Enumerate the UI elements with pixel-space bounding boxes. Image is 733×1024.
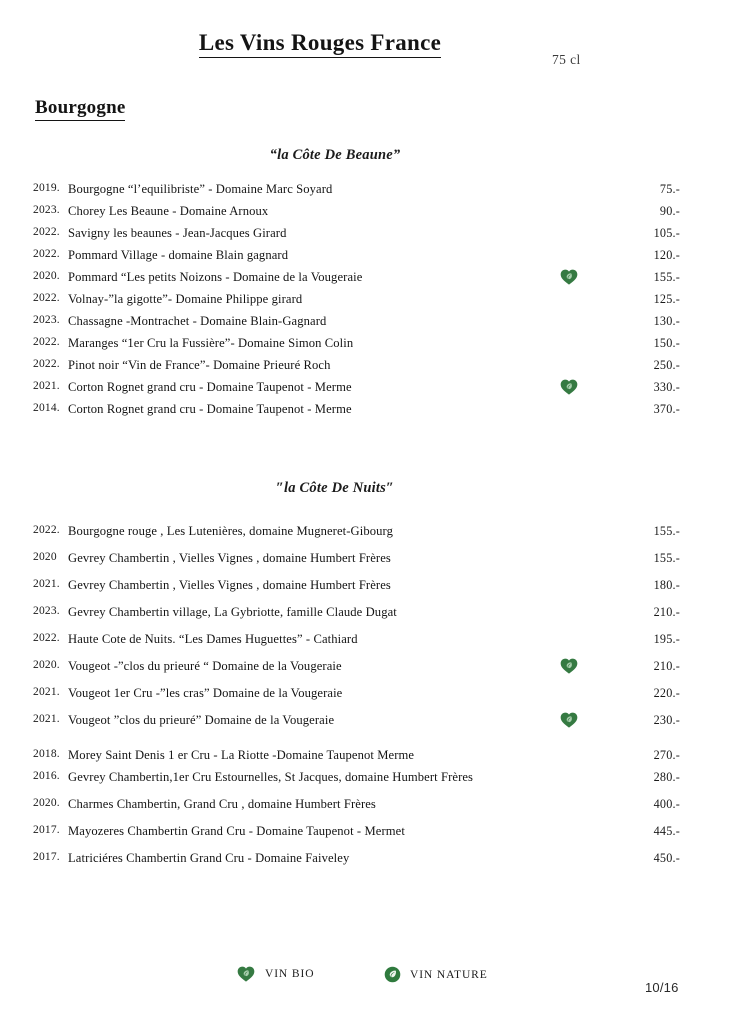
wine-row [0, 659, 733, 686]
wine-row [0, 314, 733, 336]
wine-price: 155.- [653, 270, 680, 284]
wine-vintage: 2021. [33, 380, 60, 392]
wine-name: Corton Rognet grand cru - Domaine Taupenot - Merme [68, 380, 352, 394]
wine-price: 105.- [653, 226, 680, 240]
wine-price: 230.- [653, 713, 680, 727]
heart-icon [559, 377, 579, 397]
wine-price: 155.- [653, 551, 680, 565]
wine-price: 130.- [653, 314, 680, 328]
wine-name: Gevrey Chambertin village, La Gybriotte, famille Claude Dugat [68, 605, 397, 619]
wine-vintage: 2022. [33, 632, 60, 644]
wine-price: 150.- [653, 336, 680, 350]
wine-name: Charmes Chambertin, Grand Cru , domaine Humbert Frères [68, 797, 376, 811]
subsection-title-cote-de-nuits: ″la Côte De Nuits″ [275, 480, 395, 496]
wine-row [0, 182, 733, 204]
wine-price: 75.- [659, 182, 680, 196]
heart-icon [559, 656, 579, 676]
wine-row [0, 797, 733, 824]
wine-row [0, 686, 733, 713]
wine-list-cote-de-nuits [0, 524, 733, 740]
wine-vintage: 2022. [33, 336, 60, 348]
page-title [0, 30, 640, 56]
wine-row [0, 578, 733, 605]
wine-vintage: 2022. [33, 524, 60, 536]
wine-name: Bourgogne “l’equilibriste” - Domaine Marc Soyard [68, 182, 333, 196]
wine-name: Gevrey Chambertin,1er Cru Estournelles, St Jacques, domaine Humbert Frères [68, 770, 474, 784]
wine-name: Chassagne -Montrachet - Domaine Blain-Gagnard [68, 314, 327, 328]
subsection-title-cote-de-beaune: “la Côte De Beaune” [269, 147, 401, 163]
wine-row [0, 524, 733, 551]
leaf-circle-icon [384, 966, 401, 983]
wine-price: 370.- [653, 402, 680, 416]
bottle-volume-label: 75 cl [552, 52, 581, 67]
wine-price: 270.- [653, 748, 680, 762]
wine-price: 220.- [653, 686, 680, 700]
wine-name: Savigny les beaunes - Jean-Jacques Girard [68, 226, 287, 240]
wine-name: Pommard Village - domaine Blain gagnard [68, 248, 289, 262]
wine-name: Vougeot 1er Cru -”les cras” Domaine de la Vougeraie [68, 686, 343, 700]
wine-price: 330.- [653, 380, 680, 394]
wine-name: Mayozeres Chambertin Grand Cru - Domaine Taupenot - Mermet [68, 824, 405, 838]
wine-name: Latriciéres Chambertin Grand Cru - Domaine Faiveley [68, 851, 350, 865]
wine-vintage: 2020. [33, 797, 60, 809]
wine-vintage: 2020. [33, 270, 60, 282]
wine-row [0, 770, 733, 797]
page-number: 10/16 [645, 980, 679, 995]
wine-price: 195.- [653, 632, 680, 646]
wine-row [0, 851, 733, 878]
wine-name: Volnay-”la gigotte”- Domaine Philippe girard [68, 292, 303, 306]
wine-name: Morey Saint Denis 1 er Cru - La Riotte -Domaine Taupenot Merme [68, 748, 415, 762]
wine-row [0, 824, 733, 851]
wine-vintage: 2021. [33, 713, 60, 725]
wine-name: Gevrey Chambertin , Vielles Vignes , domaine Humbert Frères [68, 551, 391, 565]
legend [0, 962, 733, 994]
heart-icon [559, 710, 579, 730]
wine-price: 120.- [653, 248, 680, 262]
wine-price: 90.- [659, 204, 680, 218]
wine-vintage: 2017. [33, 851, 60, 863]
wine-name: Haute Cote de Nuits. “Les Dames Huguettes” - Cathiard [68, 632, 358, 646]
wine-vintage: 2022. [33, 358, 60, 370]
legend-item-bio [236, 964, 314, 984]
heart-icon [236, 964, 256, 984]
wine-list-cote-de-nuits-grand-cru [0, 748, 733, 878]
wine-row [0, 402, 733, 424]
wine-name: Vougeot -”clos du prieuré “ Domaine de la Vougeraie [68, 659, 342, 673]
wine-vintage: 2020. [33, 659, 60, 671]
wine-vintage: 2016. [33, 770, 60, 782]
page-header [0, 30, 733, 80]
legend-item-nature [384, 966, 488, 983]
wine-vintage: 2023. [33, 204, 60, 216]
wine-name: Corton Rognet grand cru - Domaine Taupenot - Merme [68, 402, 352, 416]
wine-name: Vougeot ”clos du prieuré” Domaine de la Vougeraie [68, 713, 335, 727]
wine-price: 450.- [653, 851, 680, 865]
wine-row [0, 226, 733, 248]
wine-name: Pommard “Les petits Noizons - Domaine de la Vougeraie [68, 270, 363, 284]
wine-vintage: 2018. [33, 748, 60, 760]
region-heading-text: Bourgogne [35, 97, 125, 121]
wine-name: Gevrey Chambertin , Vielles Vignes , domaine Humbert Frères [68, 578, 391, 592]
wine-price: 125.- [653, 292, 680, 306]
wine-vintage: 2017. [33, 824, 60, 836]
wine-row [0, 204, 733, 226]
wine-vintage: 2022. [33, 226, 60, 238]
wine-price: 280.- [653, 770, 680, 784]
wine-row [0, 380, 733, 402]
wine-price: 250.- [653, 358, 680, 372]
wine-price: 400.- [653, 797, 680, 811]
wine-vintage: 2022. [33, 248, 60, 260]
wine-row [0, 748, 733, 770]
heart-icon [559, 267, 579, 287]
wine-row [0, 632, 733, 659]
wine-price: 180.- [653, 578, 680, 592]
page-title-text: Les Vins Rouges France [199, 30, 441, 58]
wine-row [0, 358, 733, 380]
wine-vintage: 2020 [33, 551, 57, 563]
wine-name: Pinot noir “Vin de France”- Domaine Prieuré Roch [68, 358, 331, 372]
wine-price: 445.- [653, 824, 680, 838]
legend-label-bio: VIN BIO [265, 968, 315, 980]
wine-name: Maranges “1er Cru la Fussière”- Domaine Simon Colin [68, 336, 354, 350]
wine-vintage: 2023. [33, 605, 60, 617]
wine-row [0, 713, 733, 740]
wine-price: 210.- [653, 605, 680, 619]
wine-row [0, 248, 733, 270]
wine-vintage: 2021. [33, 686, 60, 698]
region-heading [35, 97, 125, 119]
wine-price: 155.- [653, 524, 680, 538]
wine-row [0, 336, 733, 358]
wine-row [0, 292, 733, 314]
wine-name: Bourgogne rouge , Les Lutenières, domaine Mugneret-Gibourg [68, 524, 393, 538]
wine-list-cote-de-beaune [0, 182, 733, 424]
wine-vintage: 2021. [33, 578, 60, 590]
wine-vintage: 2023. [33, 314, 60, 326]
legend-label-nature: VIN NATURE [410, 968, 488, 981]
wine-row [0, 551, 733, 578]
wine-row [0, 605, 733, 632]
wine-vintage: 2022. [33, 292, 60, 304]
wine-vintage: 2019. [33, 182, 60, 194]
wine-vintage: 2014. [33, 402, 60, 414]
wine-row [0, 270, 733, 292]
wine-name: Chorey Les Beaune - Domaine Arnoux [68, 204, 269, 218]
wine-price: 210.- [653, 659, 680, 673]
